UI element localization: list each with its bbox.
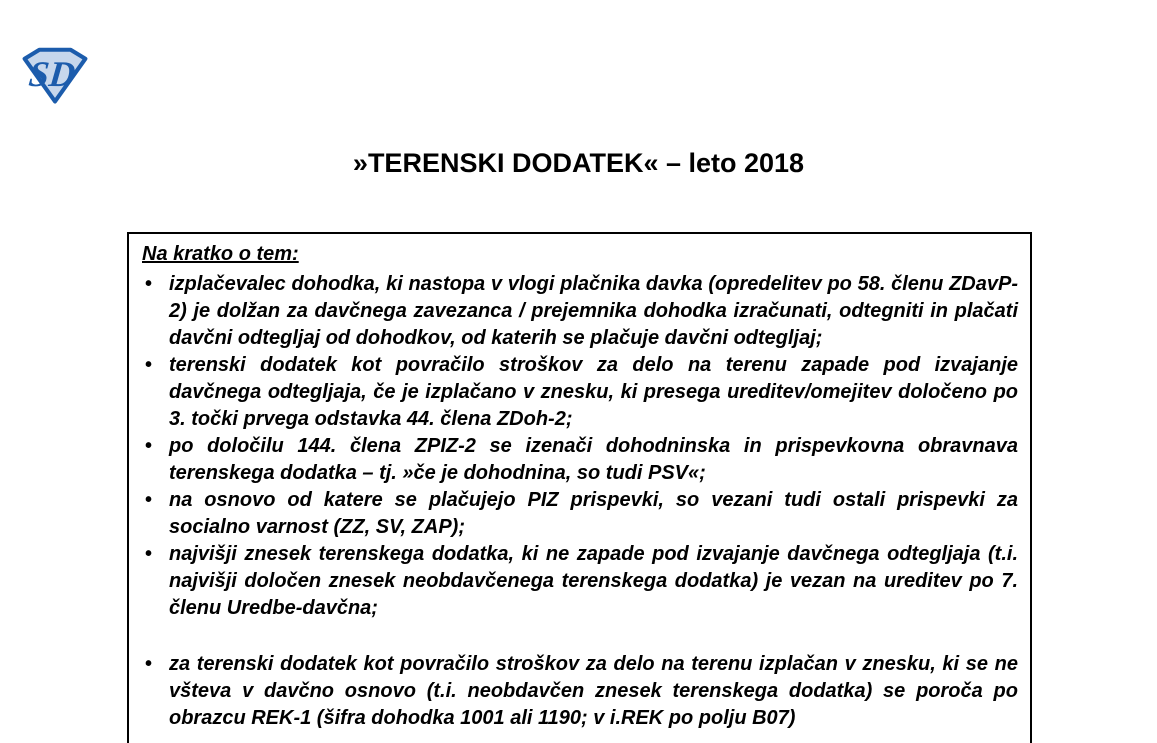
sd-diamond-logo [14,47,96,105]
bullet-list [169,271,1018,732]
list-item: • izplačevalec dohodka, ki nastopa v vlogi plačnika davka (opredelitev po 58. členu ZDavP-2) je dolžan za davčnega zavezanca / prejemnika dohodka izračunati, odtegniti in plačati davčni odtegljaj od dohodkov, od katerih se plačuje davčni odtegljaj; [169,271,1018,352]
page-title: »TERENSKI DODATEK« – leto 2018 [352,148,805,178]
summary-box-heading: Na kratko o tem: [142,243,299,265]
list-item: • na osnovo od katere se plačujejo PIZ prispevki, so vezani tudi ostali prispevki za socialno varnost (ZZ, SV, ZAP); [169,487,1018,541]
list-item: • za terenski dodatek kot povračilo stroškov za delo na terenu izplačan v znesku, ki se ne všteva v davčno osnovo (t.i. neobdavčen znesek terenskega dodatka) se poroča po obrazcu REK-1 (šifra dohodka 1001 ali 1190; v i.REK po polju B07) [169,651,1018,732]
summary-box [127,232,1032,743]
list-item: • po določilu 144. člena ZPIZ-2 se izenači dohodninska in prispevkovna obravnava terenskega dodatka – tj. »če je dohodnina, so tudi PSV«; [169,433,1018,487]
list-item: • terenski dodatek kot povračilo stroškov za delo na terenu zapade pod izvajanje davčnega odtegljaja, če je izplačano v znesku, ki presega ureditev/omejitev določeno po 3. točki prvega odstavka 44. člena ZDoh-2; [169,352,1018,433]
list-item: • najvišji znesek terenskega dodatka, ki ne zapade pod izvajanje davčnega odtegljaja (t.i. najvišji določen znesek neobdavčenega terenskega dodatka) je vezan na ureditev po 7. členu Uredbe-davčna; [169,541,1018,622]
logo-letters: SD [27,53,78,94]
